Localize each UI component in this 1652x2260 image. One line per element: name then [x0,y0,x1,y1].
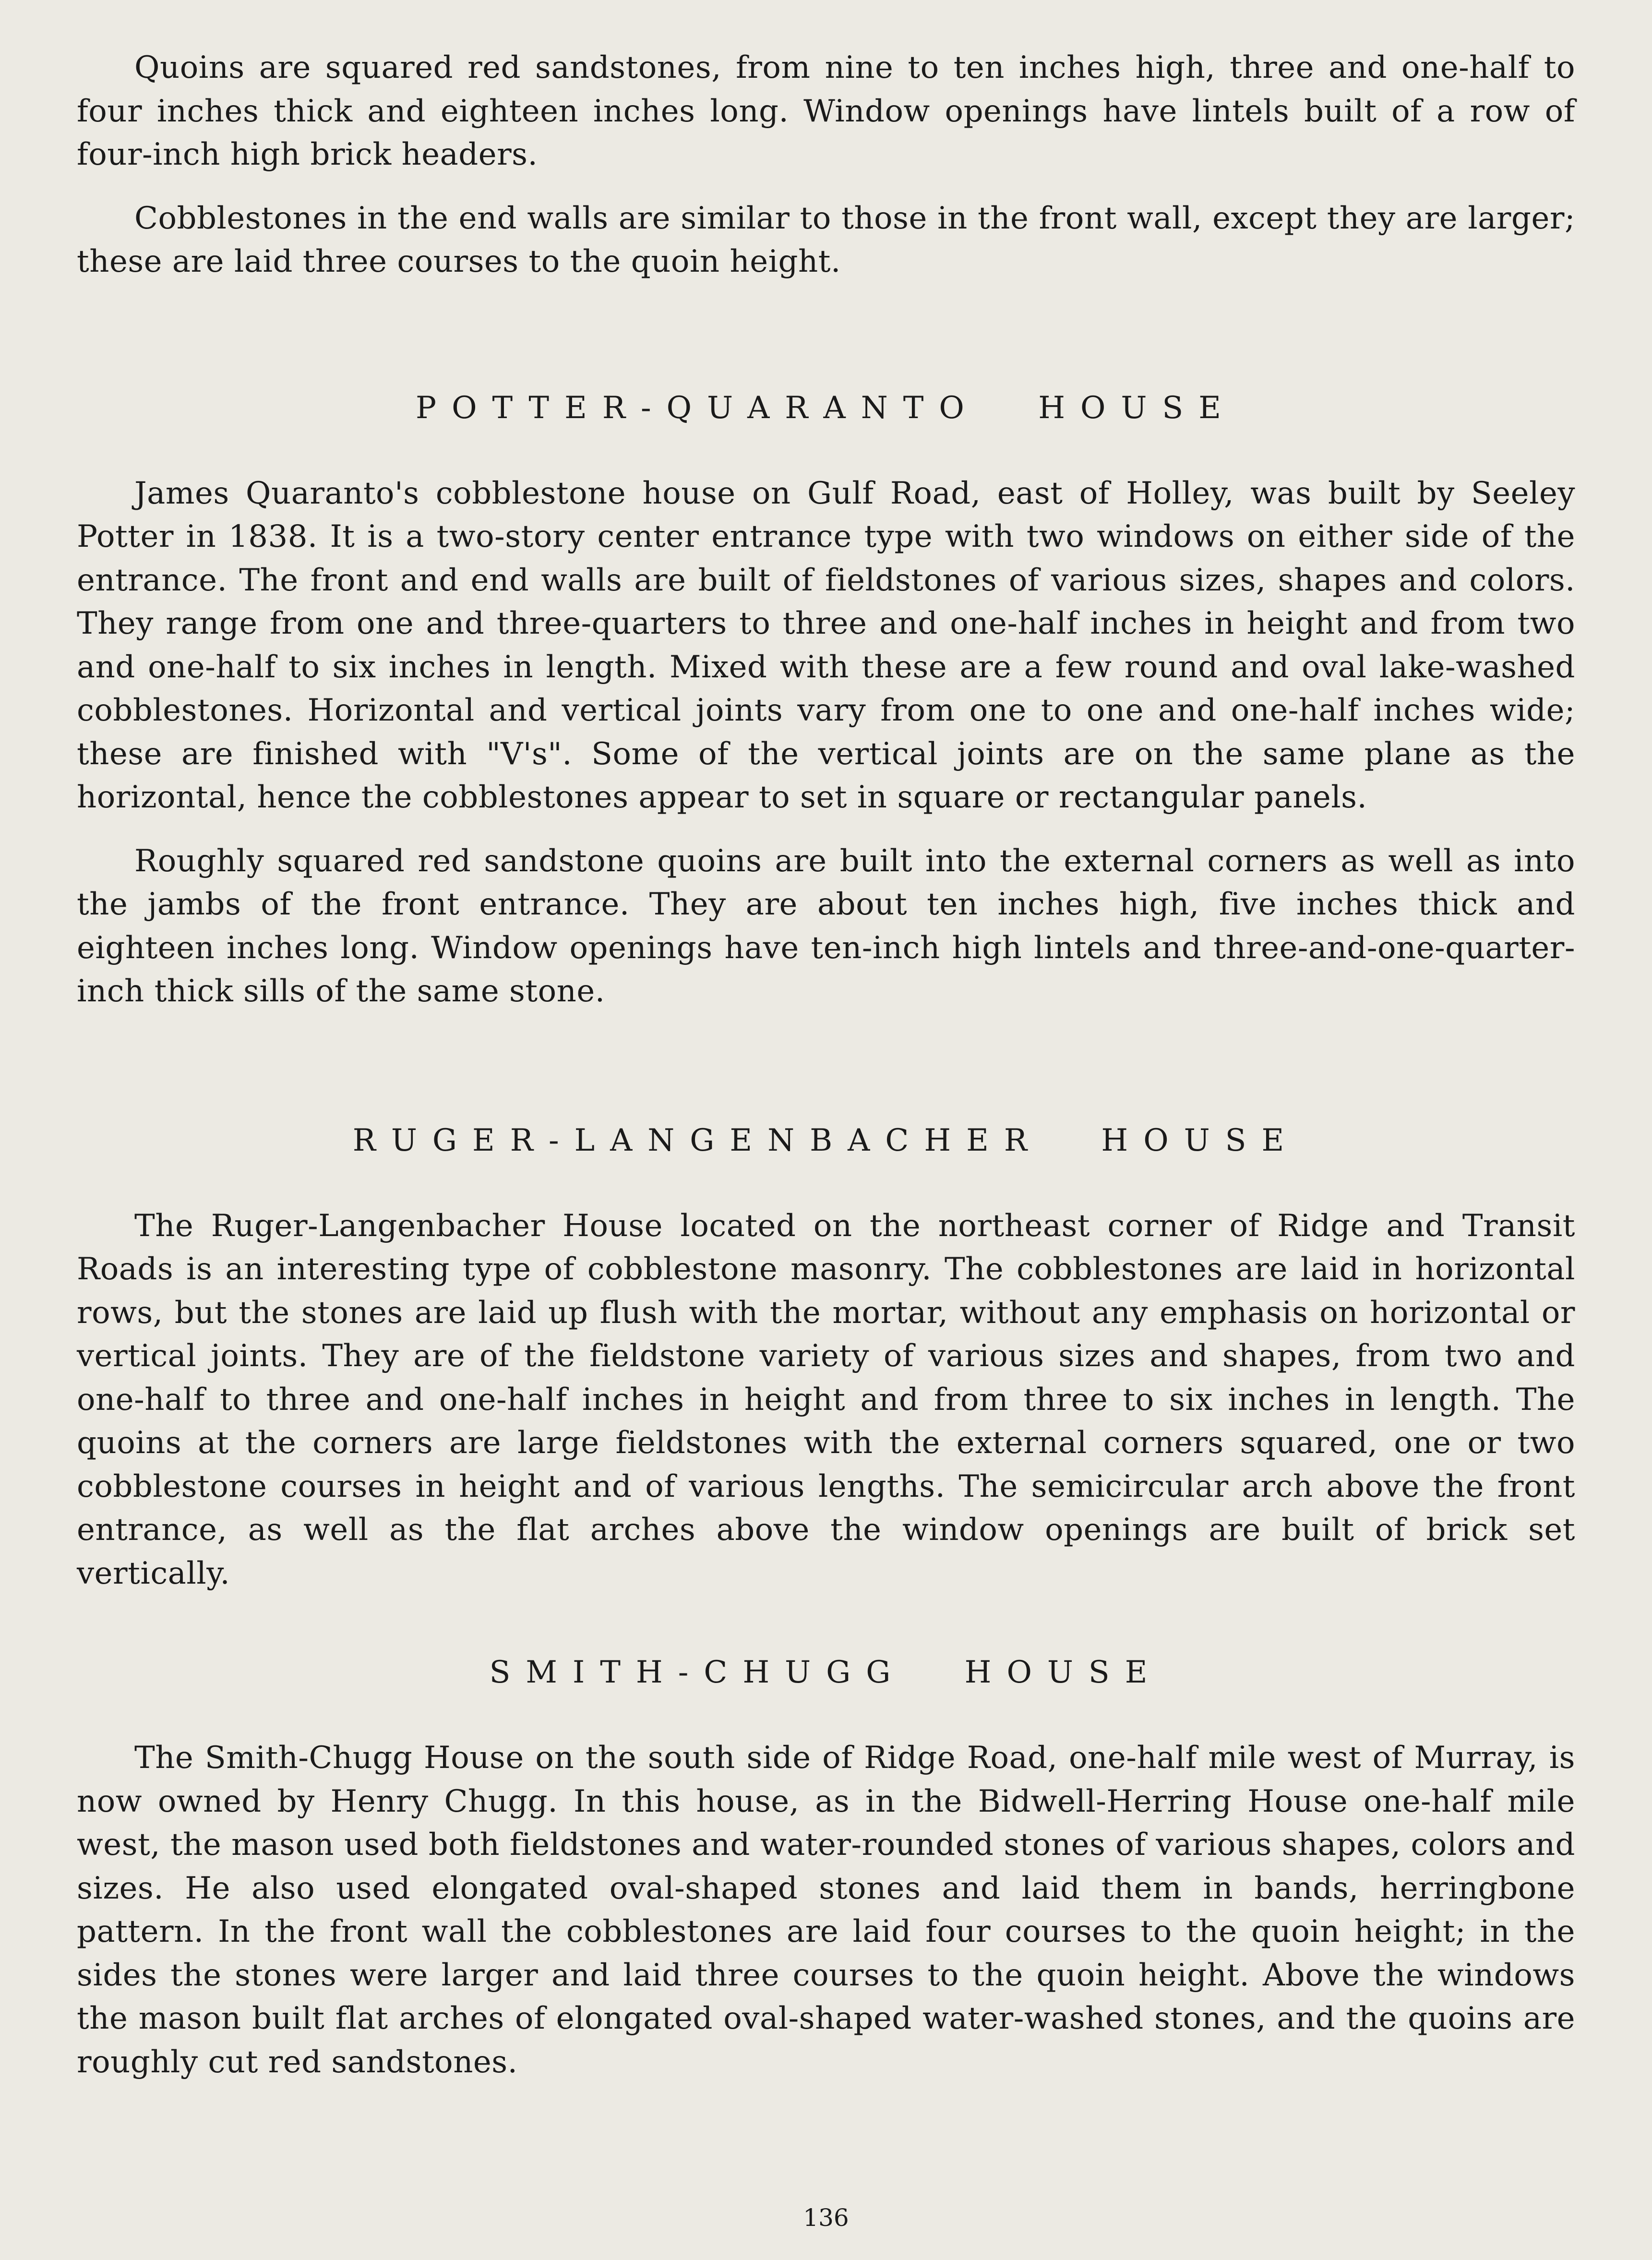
section-title-ruger-langenbacher: RUGER-LANGENBACHER HOUSE [352,1122,1300,1158]
potter-quaranto-paragraph-1: James Quaranto's cobblestone house on Gulf Road, east of Holley, was built by Seeley Potter in 1838. It is a two-story center entrance type with two windows on either side of the entrance. The front and end walls are built of fieldstones of various sizes, shapes and colors. They range from one and three-quarters to three and one-half inches in height and from two and one-half to six inches in length. Mixed with these are a few round and oval lake-washed cobblestones. Horizontal and vertical joints vary from one to one and one-half inches wide; these are finished with "V's". Some of the vertical joints are on the same plane as the horizontal, hence the cobblestones appear to set in square or rectangular panels. [77,475,1575,815]
ruger-langenbacher-paragraph-1: The Ruger-Langenbacher House located on the northeast corner of Ridge and Transit Roads is an interesting type of cobblestone masonry. The cobblestones are laid in horizontal rows, but the stones are laid up flush with the mortar, without any emphasis on horizontal or vertical joints. They are of the fieldstone variety of various sizes and shapes, from two and one-half to three and one-half inches in height and from three to six inches in length. The quoins at the corners are large fieldstones with the external corners squared, one or two cobblestone courses in height and of various lengths. The semicircular arch above the front entrance, as well as the flat arches above the window openings are built of brick set vertically. [77,1208,1575,1591]
page-number: 136 [803,2204,849,2232]
section-title-smith-chugg: SMITH-CHUGG HOUSE [489,1655,1163,1690]
intro-paragraph-2: Cobblestones in the end walls are similar to those in the front wall, except they are larger; these are laid three courses to the quoin height. [77,200,1575,279]
section-title-potter-quaranto: POTTER-QUARANTO HOUSE [416,390,1236,426]
smith-chugg-paragraph-1: The Smith-Chugg House on the south side of Ridge Road, one-half mile west of Murray, is now owned by Henry Chugg. In this house, as in the Bidwell-Herring House one-half mile west, the mason used both fieldstones and water-rounded stones of various shapes, colors and sizes. He also used elongated oval-shaped stones and laid them in bands, herringbone pattern. In the front wall the cobblestones are laid four courses to the quoin height; in the sides the stones were larger and laid three courses to the quoin height. Above the windows the mason built flat arches of elongated oval-shaped water-washed stones, and the quoins are roughly cut red sandstones. [77,1740,1575,2080]
potter-quaranto-paragraph-2: Roughly squared red sandstone quoins are built into the external corners as well as into the jambs of the front entrance. They are about ten inches high, five inches thick and eighteen inches long. Window openings have ten-inch high lintels and three-and-one-quarter-inch thick sills of the same stone. [77,843,1575,1009]
intro-paragraph-1: Quoins are squared red sandstones, from nine to ten inches high, three and one-half to four inches thick and eighteen inches long. Window openings have lintels built of a row of four-inch high brick headers. [77,50,1575,172]
